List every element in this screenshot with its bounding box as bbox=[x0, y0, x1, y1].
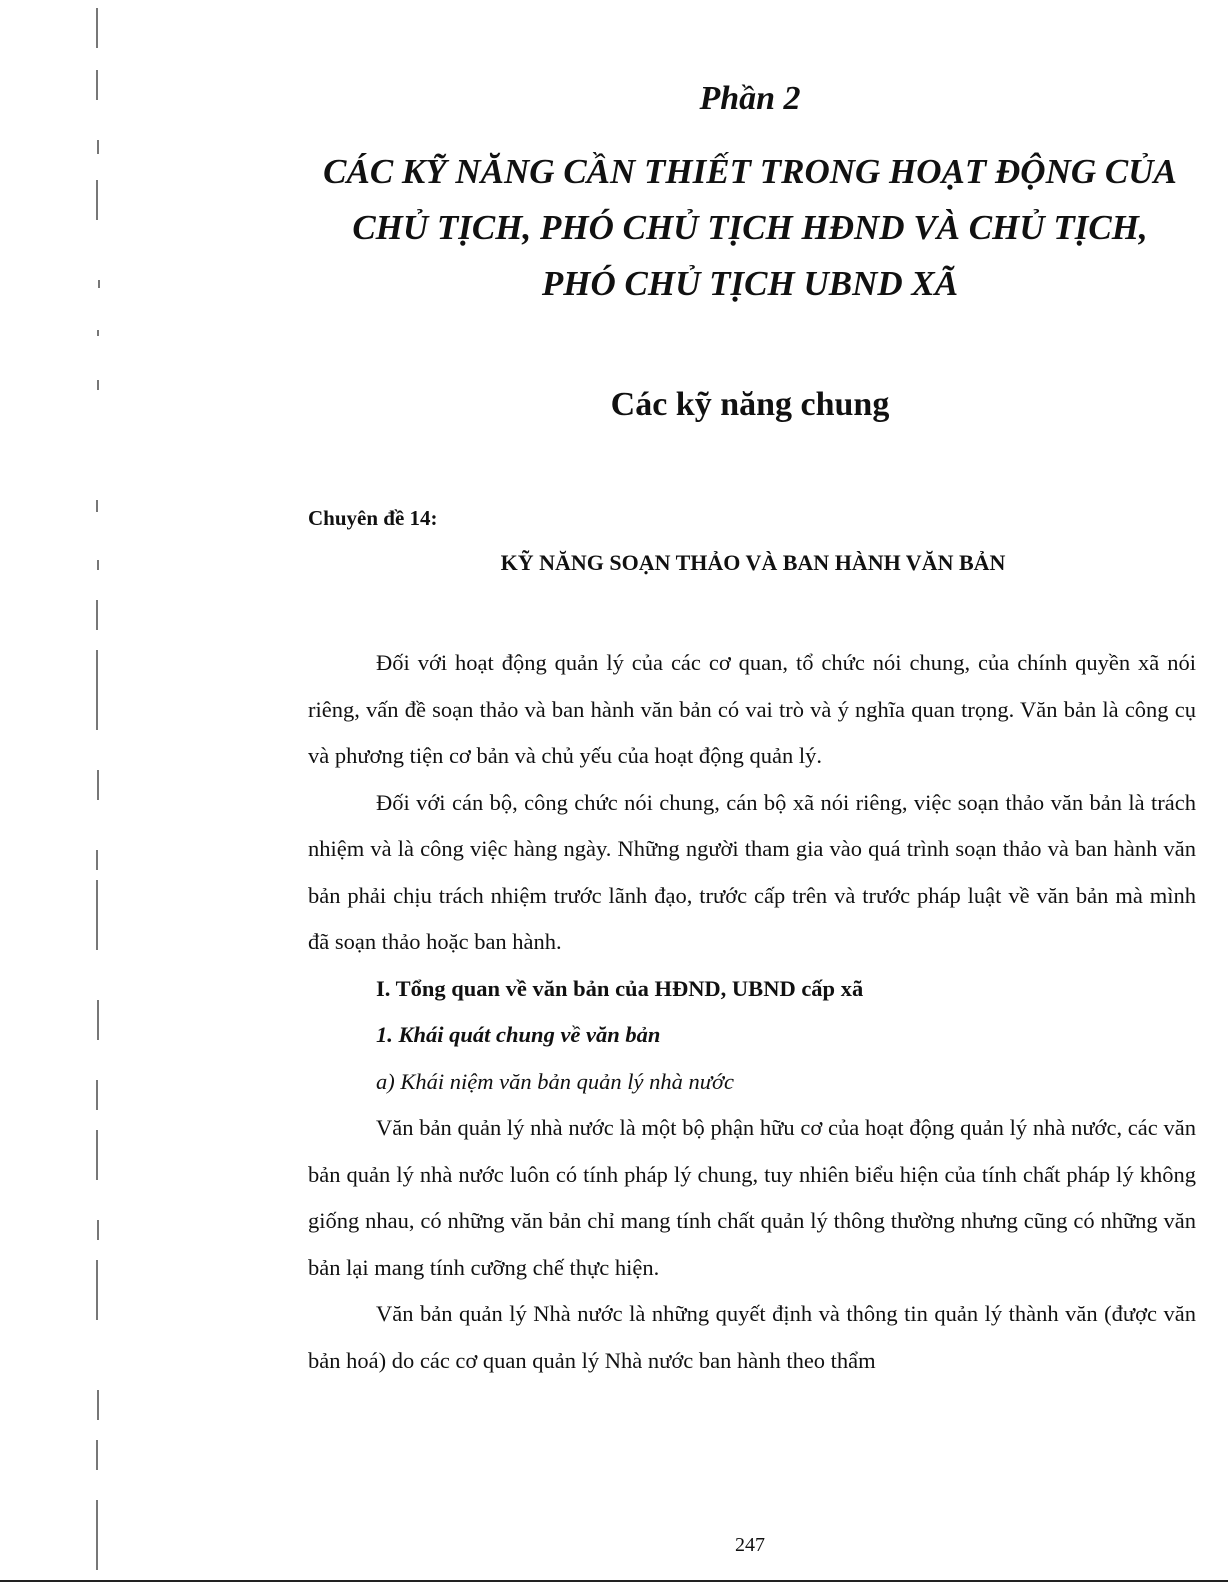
heading-item-a: a) Khái niệm văn bản quản lý nhà nước bbox=[376, 1068, 734, 1094]
bottom-scan-edge bbox=[0, 1580, 1228, 1582]
paragraph-1: Đối với hoạt động quản lý của các cơ quan, tổ chức nói chung, của chính quyền xã nói riêng, vấn đề soạn thảo và ban hành văn bản có vai trò và ý nghĩa quan trọng. Văn bản là công cụ và phương tiện cơ bản và chủ yếu của hoạt động quản lý. bbox=[308, 650, 1196, 768]
heading-section-i: I. Tổng quan về văn bản của HĐND, UBND cấp xã bbox=[376, 975, 864, 1001]
main-title-line-2: CHỦ TỊCH, PHÓ CHỦ TỊCH HĐND VÀ CHỦ TỊCH, bbox=[352, 208, 1148, 247]
heading-subsection-1: 1. Khái quát chung về văn bản bbox=[376, 1022, 661, 1047]
paragraph-3: Văn bản quản lý nhà nước là một bộ phận hữu cơ của hoạt động quản lý nhà nước, các văn bản quản lý nhà nước luôn có tính pháp lý chung, tuy nhiên biểu hiện của tính chất pháp lý không giống nhau, có những văn bản chỉ mang tính chất quản lý thông thường nhưng cũng có những văn bản lại mang tính cưỡng chế thực hiện. bbox=[308, 1115, 1196, 1280]
page-number: 247 bbox=[735, 1534, 765, 1556]
main-title-line-3: PHÓ CHỦ TỊCH UBND XÃ bbox=[541, 264, 959, 303]
paragraph-4: Văn bản quản lý Nhà nước là những quyết định và thông tin quản lý thành văn (được văn bản hoá) do các cơ quan quản lý Nhà nước ban hành theo thẩm bbox=[308, 1301, 1196, 1373]
paragraph-2: Đối với cán bộ, công chức nói chung, cán bộ xã nói riêng, việc soạn thảo văn bản là trách nhiệm và là công việc hàng ngày. Những người tham gia vào quá trình soạn thảo và ban hành văn bản phải chịu trách nhiệm trước lãnh đạo, trước cấp trên và trước pháp luật về văn bản mà mình đã soạn thảo hoặc ban hành. bbox=[308, 789, 1196, 954]
topic-title: KỸ NĂNG SOẠN THẢO VÀ BAN HÀNH VĂN BẢN bbox=[500, 550, 1006, 575]
part-heading: Phần 2 bbox=[699, 80, 801, 117]
body-text bbox=[308, 640, 1196, 1384]
main-title-line-1: CÁC KỸ NĂNG CẦN THIẾT TRONG HOẠT ĐỘNG CỦA bbox=[323, 152, 1177, 191]
main-title bbox=[0, 144, 1228, 312]
topic-label: Chuyên đề 14: bbox=[308, 506, 438, 530]
section-title: Các kỹ năng chung bbox=[610, 386, 890, 423]
